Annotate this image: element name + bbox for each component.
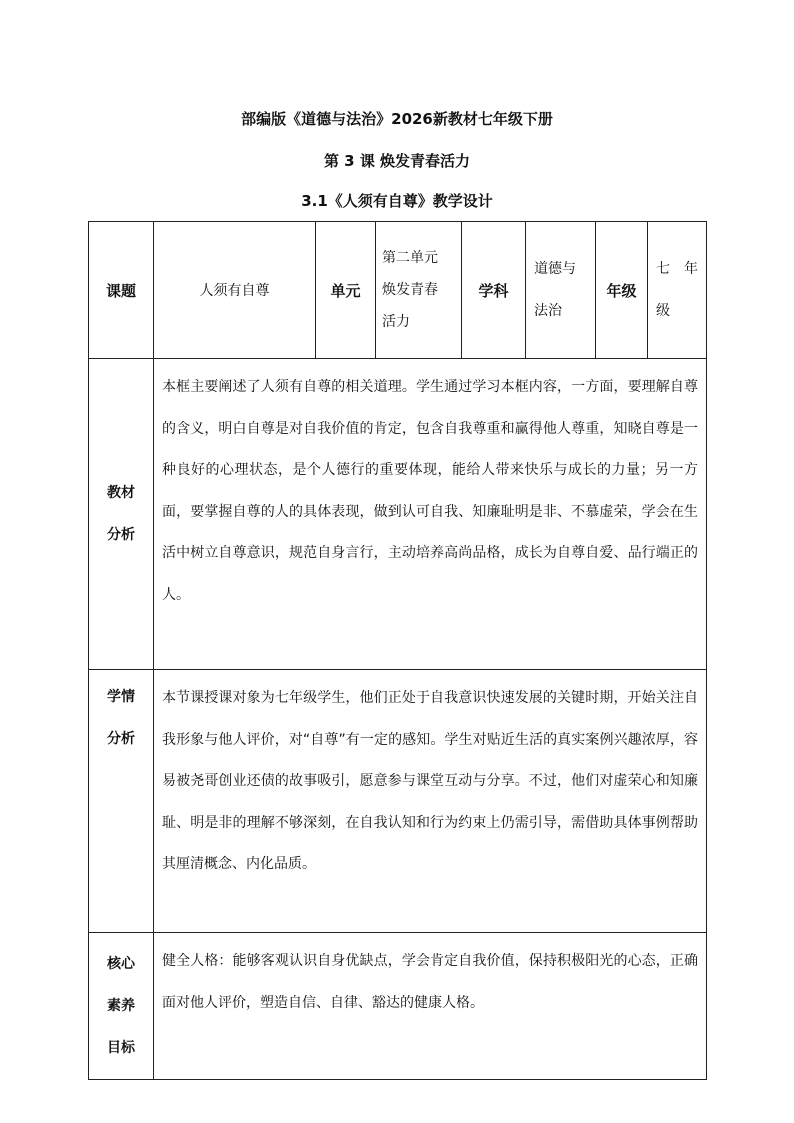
subject-value-line: 法治 — [534, 303, 562, 319]
grade-label: 年级 — [596, 222, 648, 359]
unit-value-line: 第二单元 — [382, 250, 438, 266]
unit-label: 单元 — [316, 222, 376, 359]
label-line: 素养 — [107, 998, 135, 1014]
subject-value — [526, 222, 596, 359]
section-title: 3.1《人须有自尊》教学设计 — [301, 192, 493, 210]
textbook-analysis-label — [89, 359, 154, 670]
label-line: 核心 — [107, 956, 135, 972]
core-goals-text: 健全人格：能够客观认识自身优缺点，学会肯定自我价值，保持积极阳光的心态，正确面对他人评价，塑造自信、自律、豁达的健康人格。 — [154, 933, 707, 1080]
subject-label: 学科 — [462, 222, 526, 359]
learner-analysis-row — [89, 670, 707, 933]
unit-value-line: 活力 — [382, 314, 410, 330]
label-line: 分析 — [107, 527, 135, 543]
header-row — [89, 222, 707, 359]
label-line: 分析 — [107, 731, 135, 747]
textbook-analysis-text: 本框主要阐述了人须有自尊的相关道理。学生通过学习本框内容，一方面，要理解自尊的含义，明白自尊是对自我价值的肯定，包含自我尊重和赢得他人尊重，知晓自尊是一种良好的心理状态，是个人德行的重要体现，能给人带来快乐与成长的力量；另一方面，要掌握自尊的人的具体表现，做到认可自我、知廉耻明是非、不慕虚荣，学会在生活中树立自尊意识，规范自身言行，主动培养高尚品格，成长为自尊自爱、品行端正的人。 — [154, 359, 707, 670]
grade-value — [648, 222, 707, 359]
subject-value-line: 道德与 — [534, 261, 576, 277]
core-goals-label — [89, 933, 154, 1080]
topic-value: 人须有自尊 — [154, 222, 316, 359]
label-line: 目标 — [107, 1040, 135, 1056]
grade-value-line: 七 年 — [656, 261, 698, 277]
textbook-analysis-row — [89, 359, 707, 670]
document-title: 部编版《道德与法治》2026新教材七年级下册 — [241, 110, 553, 128]
learner-analysis-text: 本节课授课对象为七年级学生，他们正处于自我意识快速发展的关键时期，开始关注自我形象与他人评价，对“自尊”有一定的感知。学生对贴近生活的真实案例兴趣浓厚，容易被尧哥创业还债的故事吸引，愿意参与课堂互动与分享。不过，他们对虚荣心和知廉耻、明是非的理解不够深刻，在自我认知和行为约束上仍需引导，需借助具体事例帮助其厘清概念、内化品质。 — [154, 670, 707, 933]
lesson-plan-table — [88, 221, 707, 1080]
unit-value — [376, 222, 462, 359]
unit-value-line: 焕发青春 — [382, 282, 438, 298]
lesson-title: 第 3 课 焕发青春活力 — [323, 152, 471, 170]
grade-value-line: 级 — [656, 303, 670, 319]
learner-analysis-label — [89, 670, 154, 933]
topic-label: 课题 — [89, 222, 154, 359]
label-line: 学情 — [107, 689, 135, 705]
label-line: 教材 — [107, 485, 135, 501]
core-goals-row — [89, 933, 707, 1080]
